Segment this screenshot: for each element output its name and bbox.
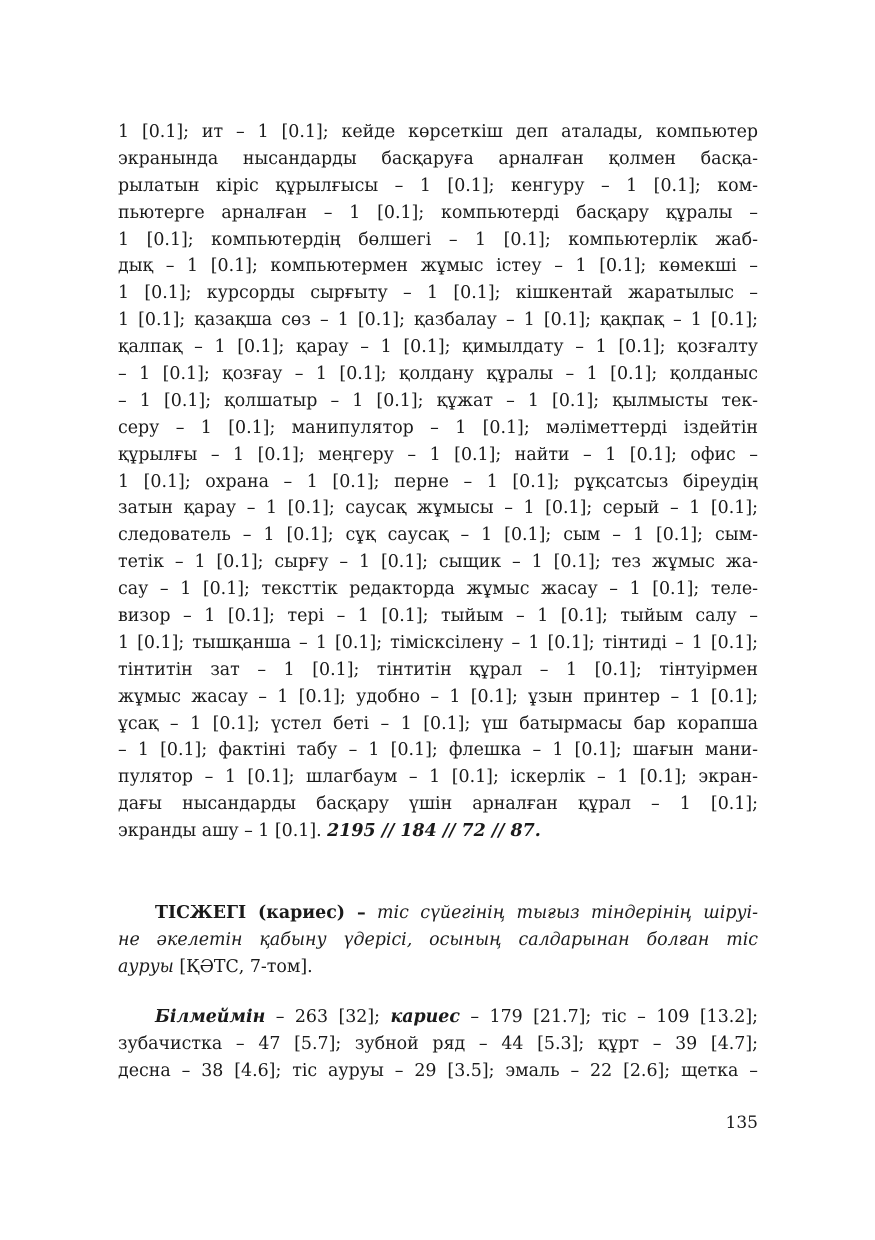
text-line: рылатын кіріс құрылғысы – 1 [0.1]; кенгуру – 1 [0.1]; ком- xyxy=(118,175,758,196)
text-line: серу – 1 [0.1]; манипулятор – 1 [0.1]; мәліметтерді іздейтін xyxy=(118,417,758,438)
entry-definition-end: ауруы xyxy=(118,956,174,977)
text-line: затын қарау – 1 [0.1]; саусақ жұмысы – 1 [0.1]; серый – 1 [0.1]; xyxy=(118,498,758,519)
page-number: 135 xyxy=(725,1113,758,1133)
text-line: 1 [0.1]; охрана – 1 [0.1]; перне – 1 [0.1]; рұқсатсыз біреудің xyxy=(118,471,758,492)
entry-line xyxy=(118,900,758,927)
entry-line: не әкелетін қабыну үдерісі, осының салдарынан болған тіс xyxy=(118,929,758,950)
text-line: пулятор – 1 [0.1]; шлагбаум – 1 [0.1]; іскерлік – 1 [0.1]; экран- xyxy=(118,767,758,788)
final-text: экранды ашу – 1 [0.1]. xyxy=(118,821,328,842)
dictionary-entry xyxy=(118,900,758,981)
text-line: қалпақ – 1 [0.1]; қарау – 1 [0.1]; қимылдату – 1 [0.1]; қозғалту xyxy=(118,337,758,358)
response-list-continued xyxy=(118,119,758,845)
text-line: сау – 1 [0.1]; тексттік редакторда жұмыс жасау – 1 [0.1]; теле- xyxy=(118,579,758,600)
text-line: 1 [0.1]; курсорды сырғыту – 1 [0.1]; кішкентай жаратылыс – xyxy=(118,283,758,304)
text-line: следователь – 1 [0.1]; сұқ саусақ – 1 [0.1]; сым – 1 [0.1]; сым- xyxy=(118,525,758,546)
text-line: – 1 [0.1]; фактіні табу – 1 [0.1]; флешка – 1 [0.1]; шағын мани- xyxy=(118,740,758,761)
text-line: зубачистка – 47 [5.7]; зубной ряд – 44 [5.3]; құрт – 39 [4.7]; xyxy=(118,1033,758,1054)
text-line: тетік – 1 [0.1]; сырғу – 1 [0.1]; сыщик – 1 [0.1]; тез жұмыс жа- xyxy=(118,552,758,573)
text-line: құрылғы – 1 [0.1]; меңгеру – 1 [0.1]; найти – 1 [0.1]; офис – xyxy=(118,444,758,465)
response-count: – 263 [32]; xyxy=(265,1007,391,1027)
entry-line xyxy=(118,954,758,981)
text-line: – 1 [0.1]; қолшатыр – 1 [0.1]; құжат – 1 [0.1]; қылмысты тек- xyxy=(118,390,758,411)
text-line: 1 [0.1]; компьютердің бөлшегі – 1 [0.1]; компьютерлік жаб- xyxy=(118,229,758,250)
entry-headword: ТІСЖЕГІ (кариес) – xyxy=(155,903,366,923)
text-line: дық – 1 [0.1]; компьютермен жұмыс істеу – 1 [0.1]; көмекші – xyxy=(118,256,758,277)
response-count: – 179 [21.7]; тіс – 109 [13.2]; xyxy=(459,1007,758,1027)
text-line: ұсақ – 1 [0.1]; үстел беті – 1 [0.1]; үш батырмасы бар корапша xyxy=(118,713,758,734)
text-line: жұмыс жасау – 1 [0.1]; удобно – 1 [0.1]; ұзын принтер – 1 [0.1]; xyxy=(118,686,758,707)
text-line: десна – 38 [4.6]; тіс ауруы – 29 [3.5]; эмаль – 22 [2.6]; щетка – xyxy=(118,1060,758,1081)
text-line: 1 [0.1]; ит – 1 [0.1]; кейде көрсеткіш деп аталады, компьютер xyxy=(118,122,758,142)
response-stimulus: кариес xyxy=(390,1007,460,1027)
text-line-final xyxy=(118,818,758,845)
text-line xyxy=(118,1004,758,1031)
response-list xyxy=(118,1004,758,1085)
text-line: 1 [0.1]; қазақша сөз – 1 [0.1]; қазбалау – 1 [0.1]; қақпақ – 1 [0.1]; xyxy=(118,310,758,331)
text-line: тінтитін зат – 1 [0.1]; тінтитін құрал – 1 [0.1]; тінтуірмен xyxy=(118,659,758,680)
text-line: визор – 1 [0.1]; тері – 1 [0.1]; тыйым – 1 [0.1]; тыйым салу – xyxy=(118,606,758,627)
entry-source: [ҚӘТС, 7-том]. xyxy=(173,956,313,977)
text-line: пьютерге арналған – 1 [0.1]; компьютерді басқару құралы – xyxy=(118,202,758,223)
response-statistics: 2195 // 184 // 72 // 87. xyxy=(327,821,541,842)
text-line: – 1 [0.1]; қозғау – 1 [0.1]; қолдану құралы – 1 [0.1]; қолданыс xyxy=(118,364,758,385)
entry-definition: тіс сүйегінің тығыз тіндерінің шіруі- xyxy=(365,903,758,923)
text-line: экранында нысандарды басқаруға арналған қолмен басқа- xyxy=(118,148,758,169)
text-line: 1 [0.1]; тышқанша – 1 [0.1]; тімісксілену – 1 [0.1]; тінтиді – 1 [0.1]; xyxy=(118,632,758,653)
response-top: Білмеймін xyxy=(155,1007,266,1027)
text-line: дағы нысандарды басқару үшін арналған құрал – 1 [0.1]; xyxy=(118,794,758,815)
